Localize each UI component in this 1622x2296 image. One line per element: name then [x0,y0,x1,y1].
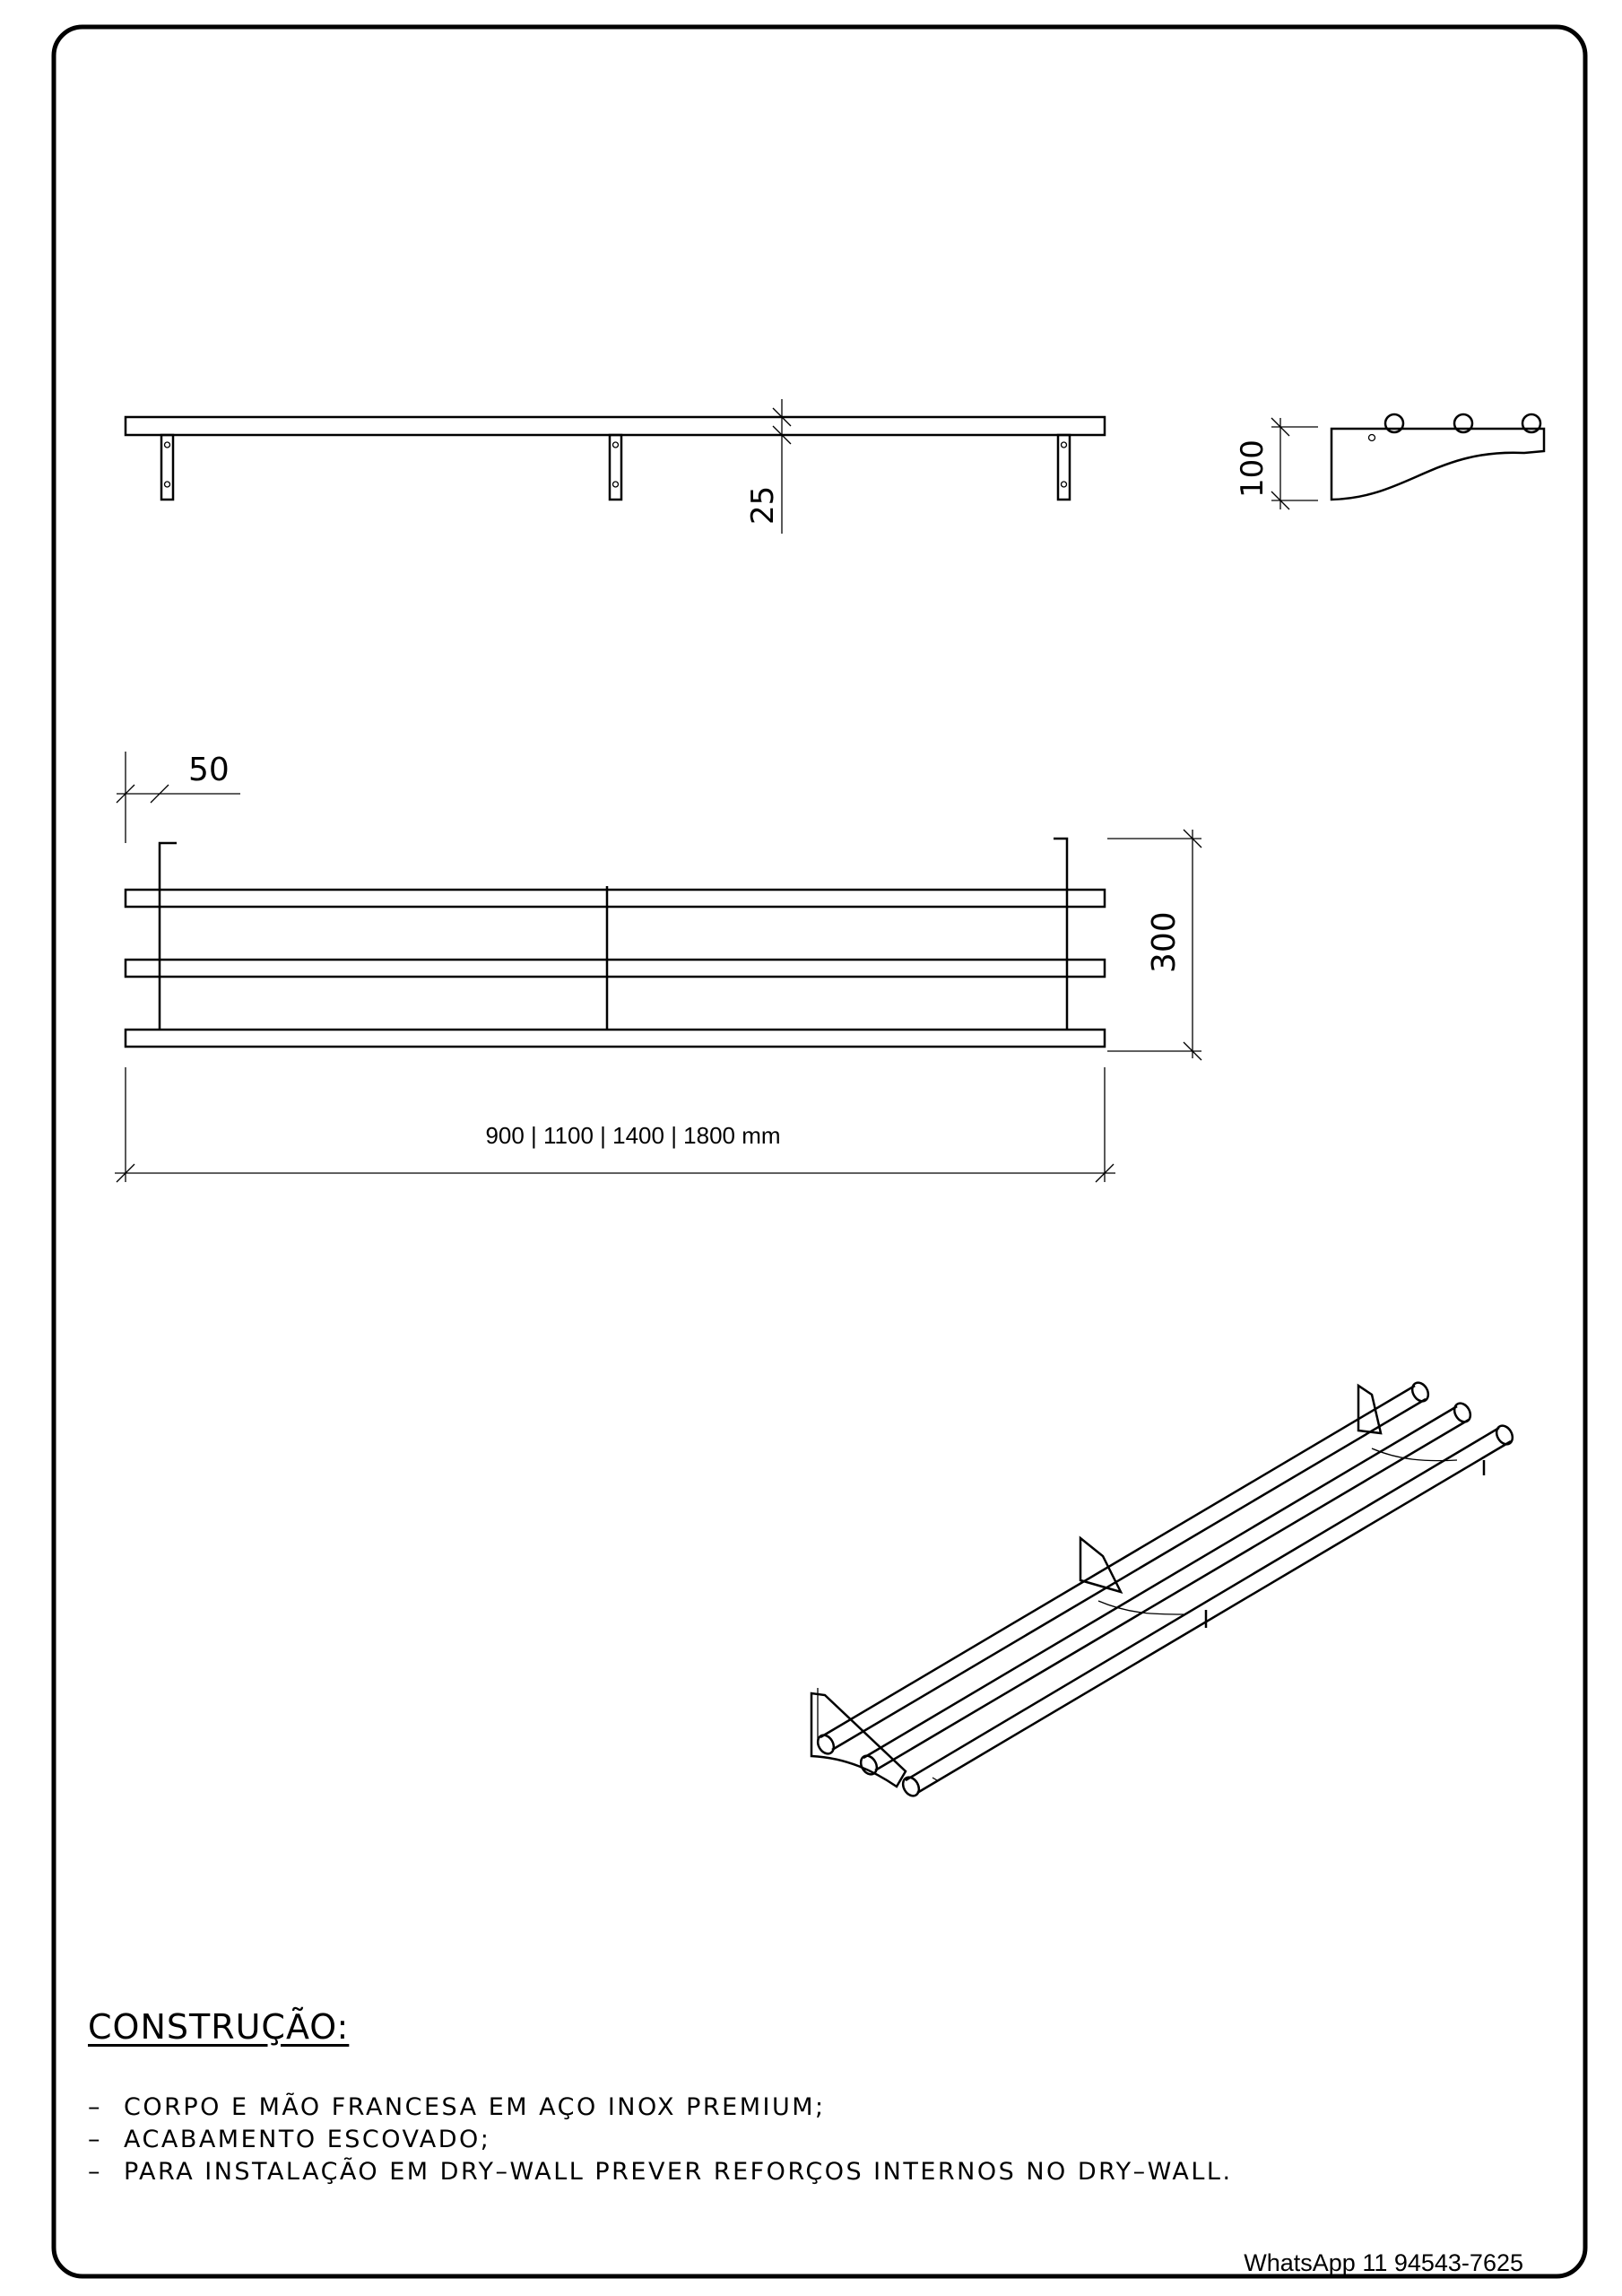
dimension-length [115,1067,1115,1182]
construction-item: – PARA INSTALAÇÃO EM DRY–WALL PREVER REFORÇOS INTERNOS NO DRY–WALL. [88,2158,1233,2186]
construction-title: CONSTRUÇÃO: [88,2007,350,2047]
iso-rod-2 [858,1400,1474,1777]
dimension-depth [1107,830,1201,1060]
top-view [115,752,1201,1182]
side-screw-hole [1369,435,1375,441]
iso-rod-1 [815,1379,1432,1756]
contact-whatsapp: WhatsApp 11 94543-7625 [1244,2249,1523,2276]
dimension-label-length: 900 | 1100 | 1400 | 1800 mm [485,1122,781,1149]
construction-list [88,2092,1388,2188]
rod-top-1 [126,890,1105,907]
bracket-left [161,435,173,500]
dimension-label-50: 50 [188,752,230,788]
front-elevation-view [126,399,1105,534]
bracket-right [1058,435,1070,500]
isometric-view [811,1379,1515,1798]
rod-top-2 [126,960,1105,977]
dimension-label-100: 100 [1235,439,1271,498]
construction-notes [88,2007,1388,2188]
rod-top-3 [126,1030,1105,1047]
shelf-bar-front [126,417,1105,435]
side-view [1235,414,1544,509]
bracket-middle [610,435,621,500]
dimension-offset [117,752,240,843]
iso-bracket-back [1358,1386,1484,1475]
iso-rod-3 [900,1422,1516,1798]
iso-bracket-front [811,1688,906,1787]
sheet-frame [54,27,1585,2276]
dimension-bracket-height [745,399,791,534]
construction-item: – CORPO E MÃO FRANCESA EM AÇO INOX PREMIUM; [88,2093,826,2121]
dimension-label-300: 300 [1146,911,1183,973]
dimension-side-height [1235,418,1318,509]
dimension-label-25: 25 [745,485,781,525]
side-bracket-profile [1331,429,1544,500]
construction-item: – ACABAMENTO ESCOVADO; [88,2126,491,2153]
